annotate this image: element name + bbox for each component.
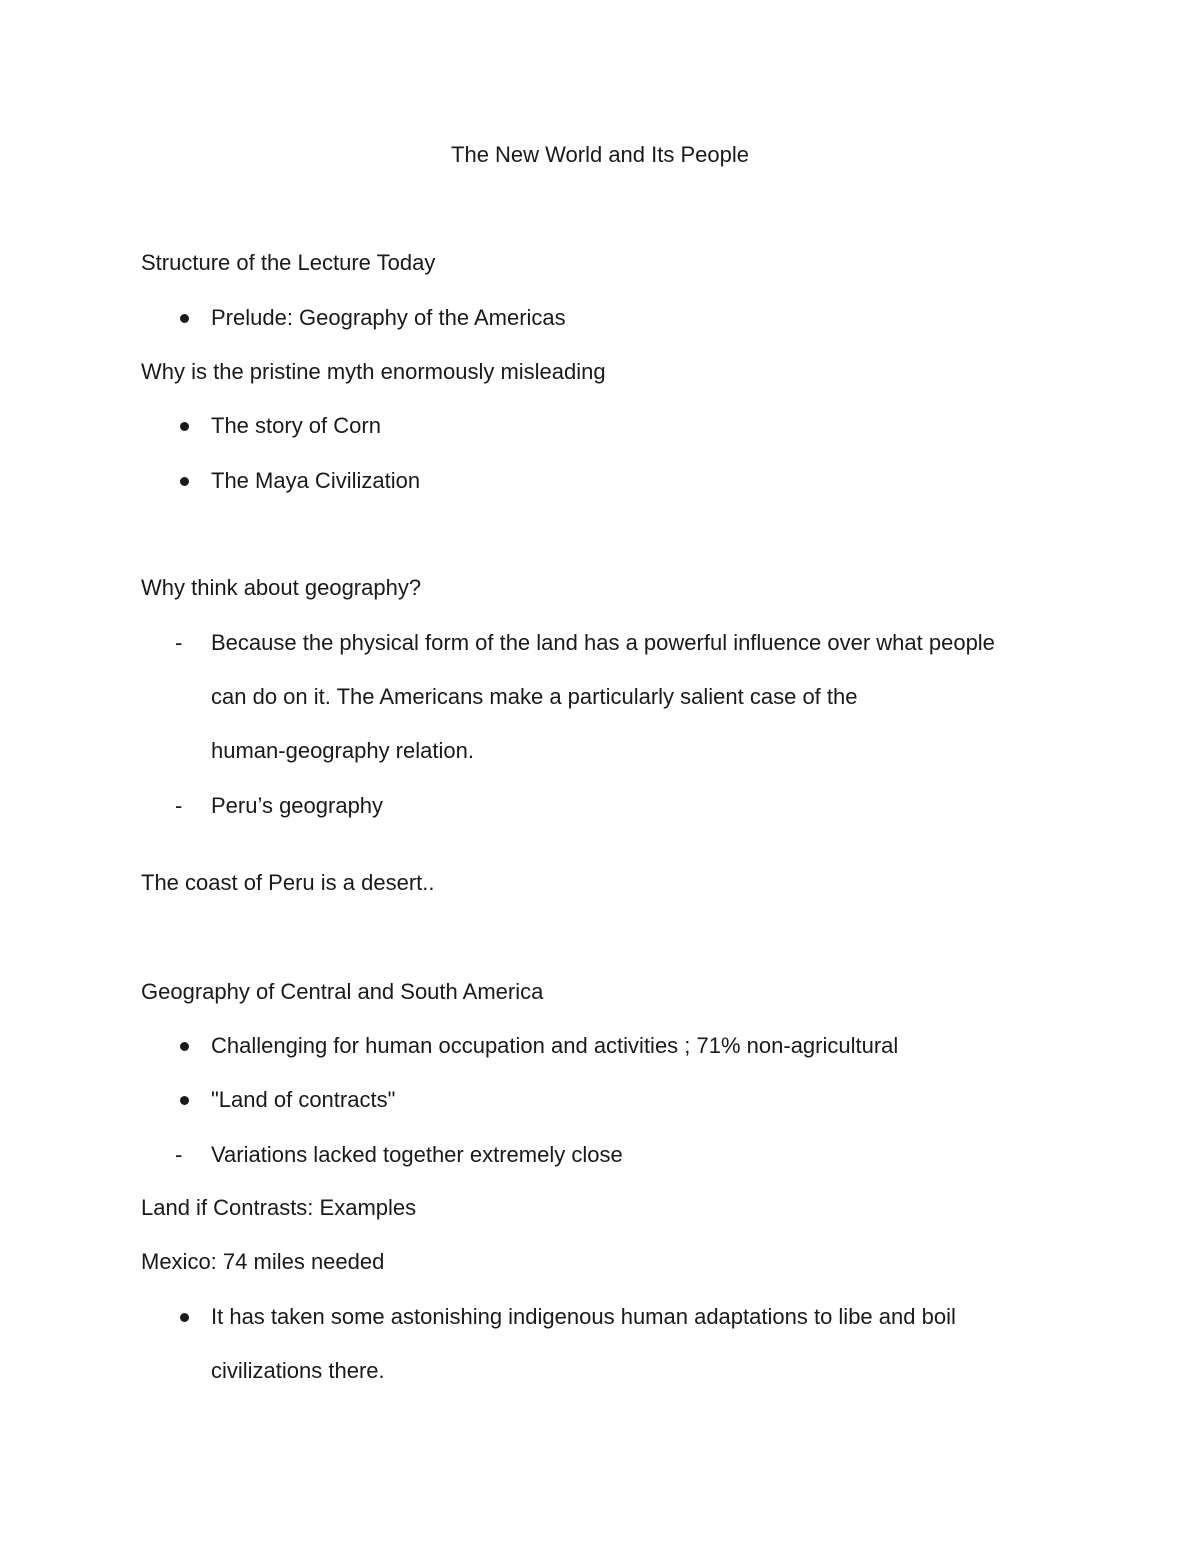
because-line-3: human-geography relation.: [211, 738, 474, 763]
dash-marker: -: [175, 1142, 183, 1167]
central-south-heading: Geography of Central and South America: [141, 979, 544, 1004]
list-item-corn: The story of Corn: [211, 413, 381, 438]
because-line-2: can do on it. The Americans make a particularly salient case of the: [211, 684, 858, 709]
mexico-paragraph: Mexico: 74 miles needed: [141, 1249, 385, 1274]
list-item-maya: The Maya Civilization: [211, 468, 421, 493]
myth-heading: Why is the pristine myth enormously misleading: [141, 359, 606, 384]
document-title: The New World and Its People: [451, 142, 749, 167]
structure-heading: Structure of the Lecture Today: [141, 250, 436, 275]
adaptations-line-1: It has taken some astonishing indigenous human adaptations to libe and boil: [211, 1304, 956, 1329]
adaptations-line-2: civilizations there.: [211, 1358, 385, 1383]
bullet-icon: [180, 422, 189, 431]
bullet-icon: [180, 477, 189, 486]
list-item-variations: Variations lacked together extremely close: [211, 1142, 623, 1167]
list-item-contracts: "Land of contracts": [211, 1087, 396, 1112]
contrasts-heading: Land if Contrasts: Examples: [141, 1195, 417, 1220]
coast-paragraph: The coast of Peru is a desert..: [141, 870, 435, 895]
list-item-prelude: Prelude: Geography of the Americas: [211, 305, 566, 330]
bullet-icon: [180, 1313, 189, 1322]
list-item-peru: Peru’s geography: [211, 793, 384, 818]
list-item-challenging: Challenging for human occupation and activities ; 71% non-agricultural: [211, 1033, 899, 1058]
dash-marker: -: [175, 793, 183, 818]
because-line-1: Because the physical form of the land has a powerful influence over what people: [211, 630, 995, 655]
dash-marker: -: [175, 630, 183, 655]
bullet-icon: [180, 314, 189, 323]
bullet-icon: [180, 1096, 189, 1105]
why-geography-heading: Why think about geography?: [141, 575, 422, 600]
bullet-icon: [180, 1042, 189, 1051]
